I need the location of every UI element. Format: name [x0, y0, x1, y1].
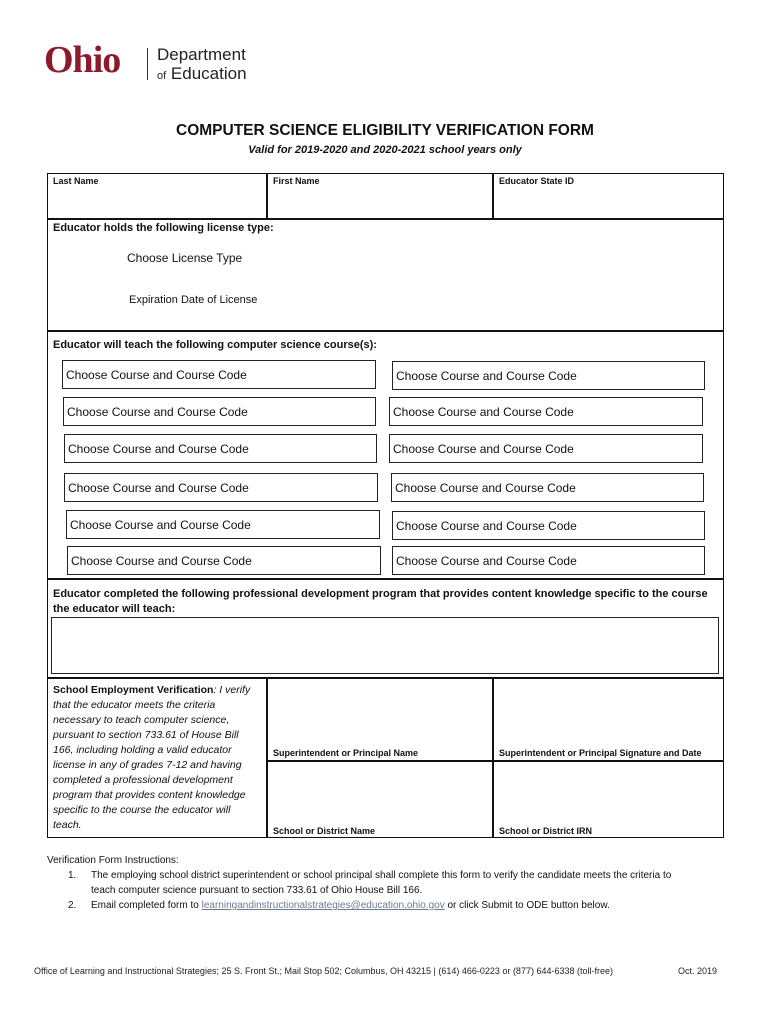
educator-id-label: Educator State ID	[499, 176, 575, 186]
course-dropdown-9[interactable]: Choose Course and Course Code	[66, 510, 380, 539]
license-type-dropdown[interactable]: Choose License Type	[127, 251, 243, 265]
footer-date: Oct. 2019	[678, 966, 718, 976]
pd-program-field[interactable]	[51, 617, 719, 674]
first-name-label: First Name	[273, 176, 320, 186]
educator-id-field[interactable]	[499, 176, 719, 216]
form-subtitle: Valid for 2019-2020 and 2020-2021 school years only	[248, 144, 522, 156]
dept-of: of	[157, 70, 167, 82]
instruction-2: Email completed form to learningandinstructionalstrategies@education.ohio.gov or click Submit to ODE button below.	[91, 900, 610, 911]
license-expiration-field[interactable]: Expiration Date of License	[129, 294, 258, 306]
supt-signature-field[interactable]	[494, 679, 723, 759]
supt-name-label: Superintendent or Principal Name	[273, 748, 419, 758]
last-name-label: Last Name	[53, 176, 99, 186]
course-dropdown-11[interactable]: Choose Course and Course Code	[67, 546, 381, 575]
form-title: COMPUTER SCIENCE ELIGIBILITY VERIFICATION FORM	[176, 122, 594, 139]
divider	[47, 330, 724, 332]
supt-signature-label: Superintendent or Principal Signature and Date	[499, 748, 702, 758]
course-dropdown-5[interactable]: Choose Course and Course Code	[64, 434, 377, 463]
department-name	[157, 45, 247, 86]
course-dropdown-7[interactable]: Choose Course and Course Code	[64, 473, 378, 502]
divider	[492, 173, 494, 219]
footer-address: Office of Learning and Instructional Strategies; 25 S. Front St.; Mail Stop 502; Columbus, OH 43215 | (614) 466-0223 or (877) 644-6338 (toll-free)	[34, 966, 613, 976]
school-name-label: School or District Name	[273, 826, 376, 836]
pd-heading	[53, 587, 718, 617]
course-dropdown-8[interactable]: Choose Course and Course Code	[391, 473, 704, 502]
pd-heading-line1: Educator completed the following professional development program that provides content knowledge specific to the course	[53, 588, 708, 600]
instructions-title: Verification Form Instructions:	[47, 855, 179, 866]
verification-bold: School Employment Verification	[53, 684, 214, 696]
courses-heading: Educator will teach the following computer science course(s):	[53, 339, 377, 351]
divider	[266, 173, 268, 219]
course-dropdown-1[interactable]: Choose Course and Course Code	[62, 360, 376, 389]
divider	[47, 578, 724, 580]
last-name-field[interactable]	[53, 176, 263, 216]
license-heading: Educator holds the following license type:	[53, 222, 274, 234]
ohio-logo	[44, 40, 144, 80]
course-dropdown-6[interactable]: Choose Course and Course Code	[389, 434, 703, 463]
verification-statement: School Employment Verification: I verify that the educator meets the criteria necessary to teach computer science, pursuant to section 733.61 of House Bill 166, including holding a valid educator license in any of grades 7-12 and having completed a professional development program that provides content knowledge specific to the course the educator will teach.	[53, 684, 251, 831]
instruction-1: The employing school district superintendent or school principal shall complete this form to verify the candidate meets the criteria to teach computer science pursuant to section 733.61 of Ohio House Bill 166.	[91, 870, 672, 896]
logo-divider	[147, 48, 148, 80]
instruction-1-number: 1.	[68, 870, 77, 881]
course-dropdown-10[interactable]: Choose Course and Course Code	[392, 511, 705, 540]
course-dropdown-4[interactable]: Choose Course and Course Code	[389, 397, 703, 426]
logo-text: Ohio	[44, 39, 121, 81]
course-dropdown-12[interactable]: Choose Course and Course Code	[392, 546, 705, 575]
dept-line2: Education	[170, 64, 247, 83]
school-irn-label: School or District IRN	[499, 826, 593, 836]
course-dropdown-3[interactable]: Choose Course and Course Code	[63, 397, 376, 426]
pd-heading-line2: the educator will teach:	[53, 603, 176, 615]
dept-line1: Department	[157, 45, 246, 64]
email-link[interactable]: learningandinstructionalstrategies@education.ohio.gov	[201, 900, 445, 911]
course-dropdown-2[interactable]: Choose Course and Course Code	[392, 361, 705, 390]
first-name-field[interactable]	[273, 176, 488, 216]
divider	[47, 218, 724, 220]
instruction-2-number: 2.	[68, 900, 77, 911]
supt-name-field[interactable]	[268, 679, 492, 759]
